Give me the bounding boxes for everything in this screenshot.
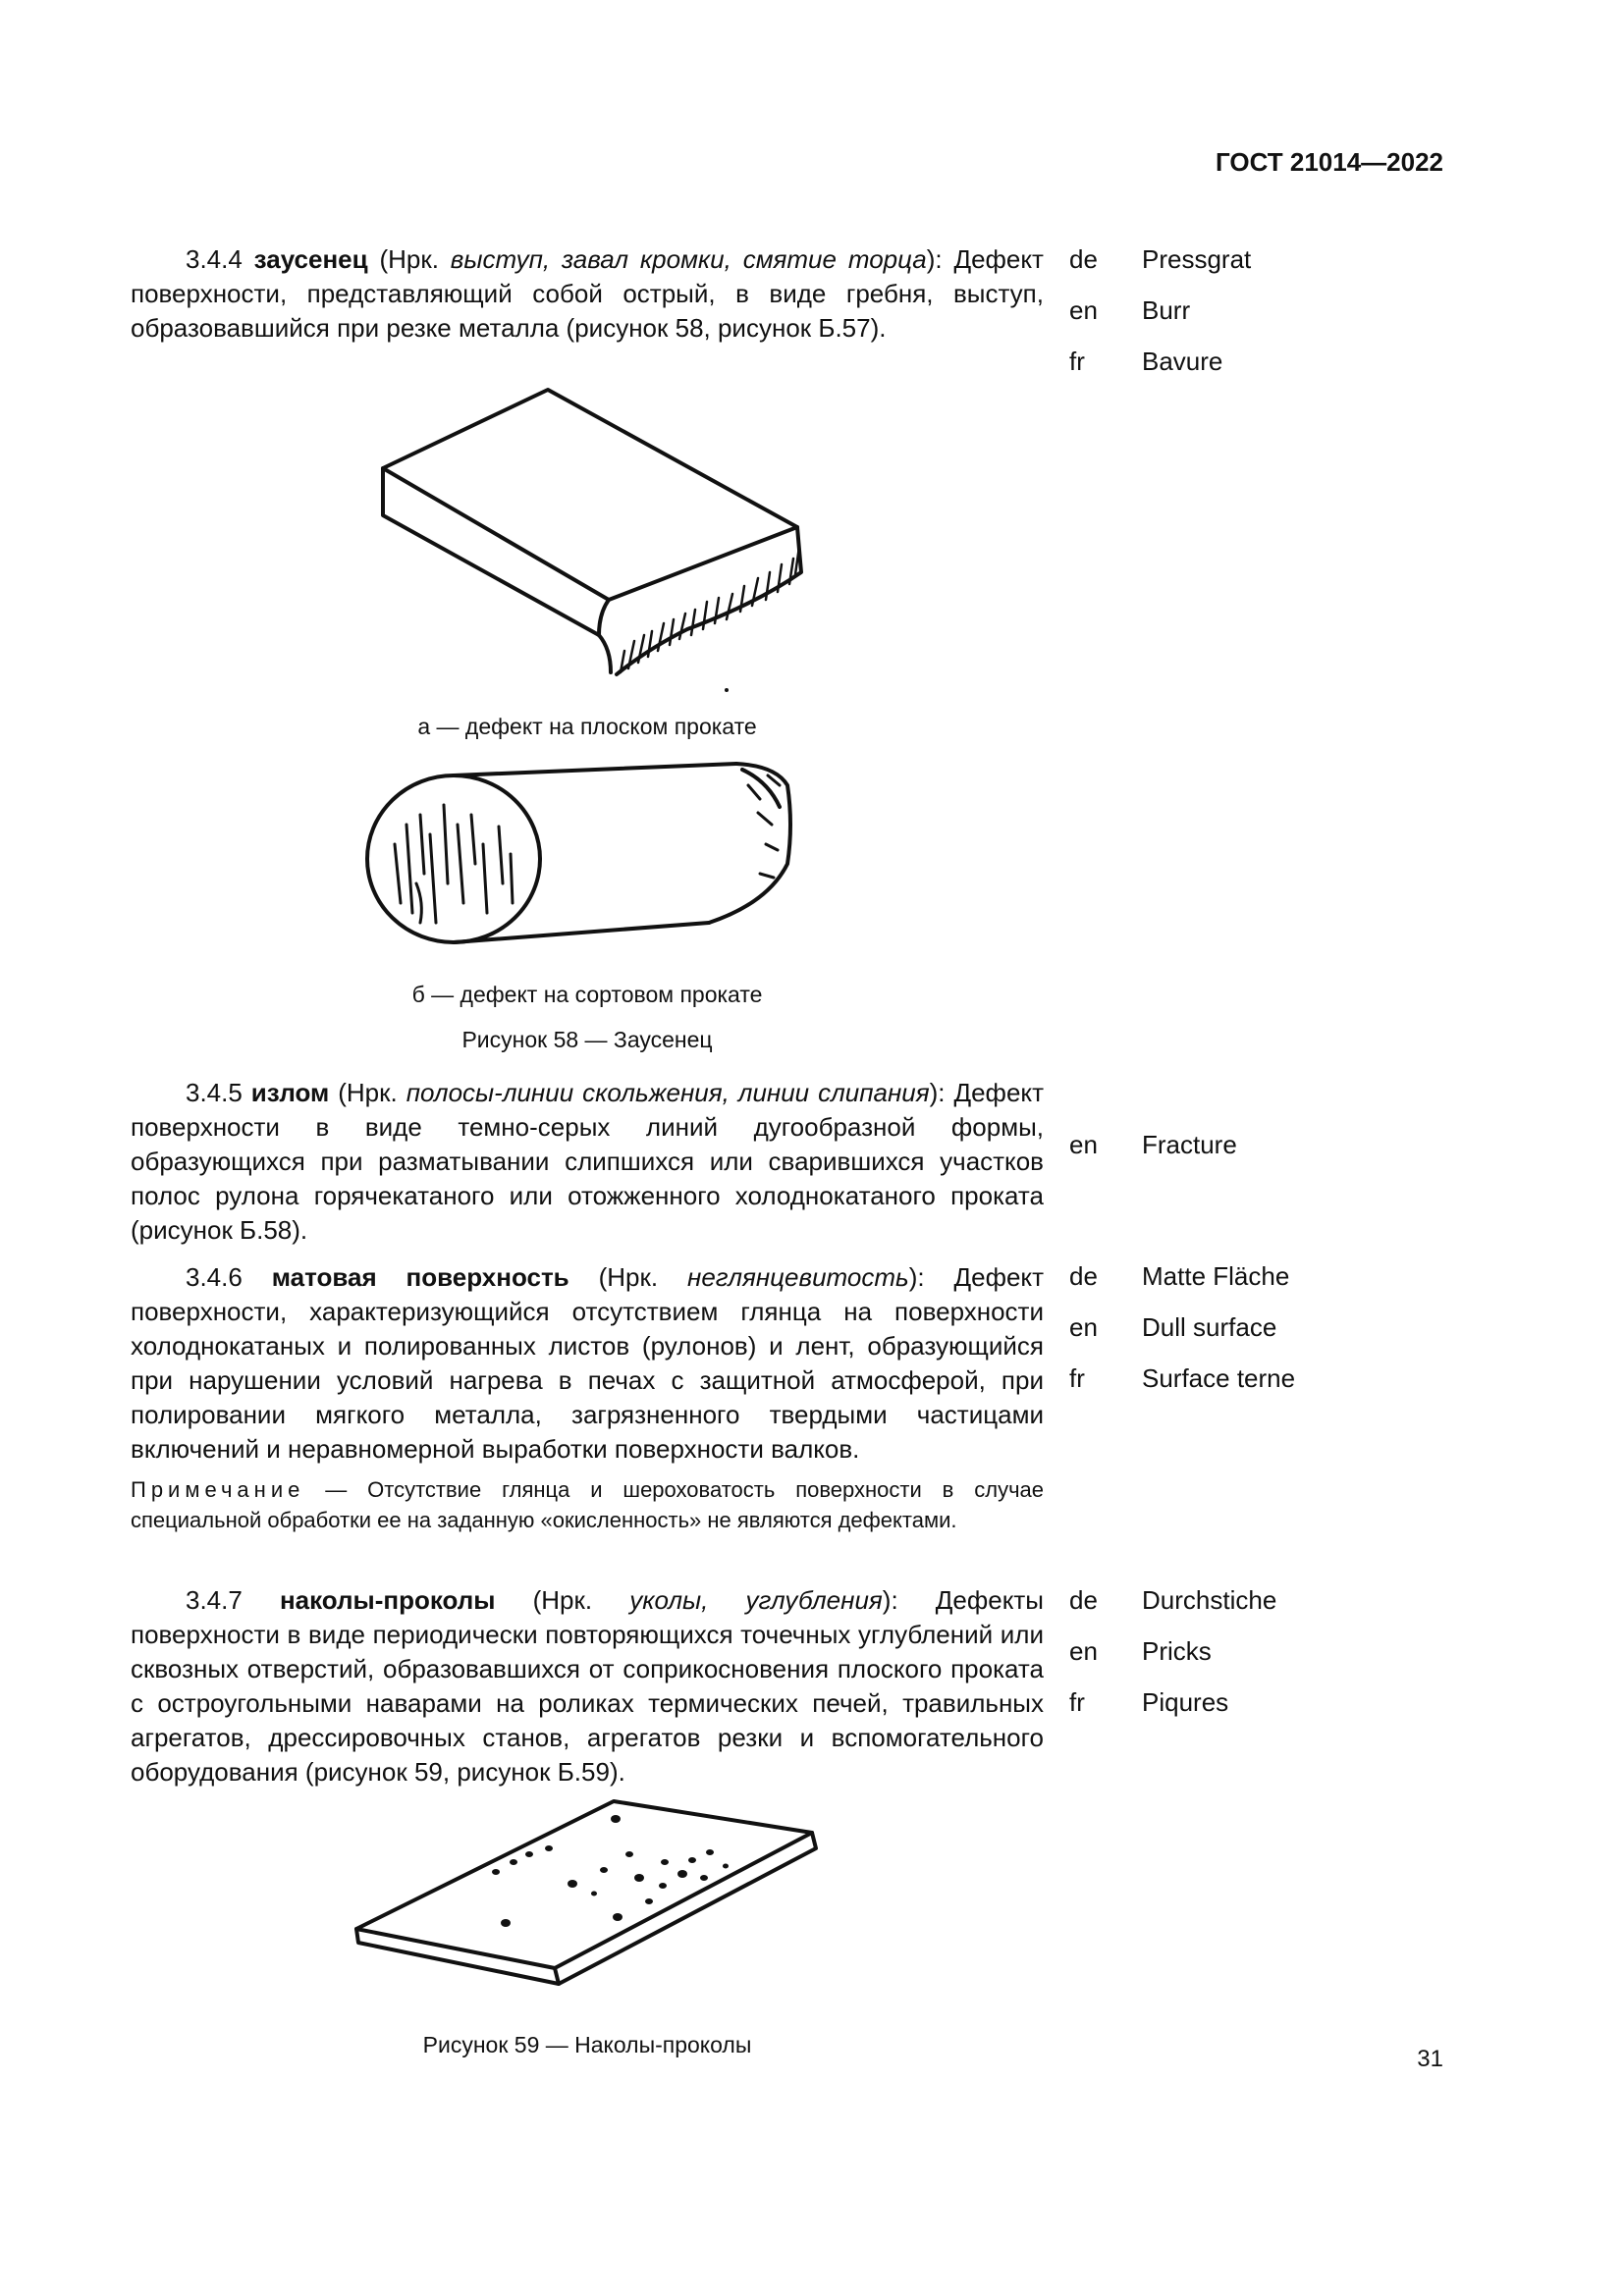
nrk-terms: полосы-линии скольжения, линии слипания bbox=[406, 1078, 930, 1107]
figure-58a-flat-plate-illustration bbox=[363, 378, 815, 702]
lang-code: de bbox=[1069, 244, 1098, 274]
lang-term: Piqures bbox=[1142, 1687, 1229, 1717]
nrk-terms: неглянцевитость bbox=[687, 1262, 909, 1292]
lang-code: fr bbox=[1069, 347, 1085, 376]
note-label: Примечание bbox=[131, 1477, 305, 1502]
lang-term: Bavure bbox=[1142, 347, 1223, 376]
nrk-prefix: (Нрк. bbox=[379, 244, 439, 274]
lang-term: Pricks bbox=[1142, 1636, 1212, 1666]
entry-number: 3.4.5 bbox=[186, 1078, 243, 1107]
entry-number: 3.4.7 bbox=[186, 1585, 243, 1615]
page-number: 31 bbox=[1417, 2046, 1443, 2072]
nrk-suffix: ): bbox=[929, 1078, 946, 1107]
entry-term: матовая поверхность bbox=[271, 1262, 569, 1292]
nrk-prefix: (Нрк. bbox=[338, 1078, 398, 1107]
term-entry-3-4-6 bbox=[131, 1260, 1044, 1467]
document-header: ГОСТ 21014—2022 bbox=[1216, 147, 1443, 177]
nrk-terms: выступ, завал кромки, смятие торца bbox=[450, 244, 927, 274]
term-entry-3-4-5 bbox=[131, 1076, 1044, 1248]
lang-code: fr bbox=[1069, 1363, 1085, 1393]
figure-59-pricked-plate-illustration bbox=[349, 1791, 830, 1998]
entry-number: 3.4.4 bbox=[186, 244, 243, 274]
term-entry-3-4-4 bbox=[131, 242, 1044, 346]
lang-code: de bbox=[1069, 1261, 1098, 1291]
note-block bbox=[131, 1474, 1044, 1535]
lang-code: en bbox=[1069, 295, 1098, 325]
entry-definition: Дефекты поверхности в виде периодически повторяющихся точечных углублений или сквозных отверстий, образовавшихся от соприкосновения плоского проката с остроугольными наварами на роликах термических печей, травильных агрегатов, дрессировочных станов, агрегатов резки и вспомогательного оборудования (рисунок 59, рисунок Б.59). bbox=[131, 1585, 1044, 1787]
lang-term: Durchstiche bbox=[1142, 1585, 1277, 1615]
entry-definition: Дефект поверхности в виде темно-серых линий дугообразной формы, образующихся при разматывании слипшихся или сварившихся участков полос рулона горячекатаного или отожженного холоднокатаного проката (рисунок Б.58). bbox=[131, 1078, 1044, 1245]
lang-code: en bbox=[1069, 1130, 1098, 1159]
figure-58-title: Рисунок 58 — Заусенец bbox=[461, 1027, 713, 1052]
figure-58a-caption: а — дефект на плоском прокате bbox=[417, 714, 757, 739]
lang-term: Dull surface bbox=[1142, 1312, 1277, 1342]
entry-definition: Дефект поверхности, представляющий собой острый, в виде гребня, выступ, образовавшийся при резке металла (рисунок 58, рисунок Б.57). bbox=[131, 244, 1044, 343]
nrk-suffix: ): bbox=[908, 1262, 925, 1292]
lang-term: Fracture bbox=[1142, 1130, 1237, 1159]
nrk-suffix: ): bbox=[926, 244, 943, 274]
entry-term: излом bbox=[250, 1078, 330, 1107]
nrk-suffix: ): bbox=[882, 1585, 898, 1615]
lang-code: fr bbox=[1069, 1687, 1085, 1717]
entry-term: наколы-проколы bbox=[279, 1585, 496, 1615]
lang-term: Pressgrat bbox=[1142, 244, 1252, 274]
note-text: — Отсутствие глянца и шероховатость поверхности в случае специальной обработки ее на заданную «окисленность» не являются дефектами. bbox=[131, 1477, 1044, 1532]
nrk-terms: уколы, углубления bbox=[629, 1585, 883, 1615]
figure-59-title: Рисунок 59 — Наколы-проколы bbox=[422, 2032, 752, 2057]
nrk-prefix: (Нрк. bbox=[598, 1262, 659, 1292]
entry-number: 3.4.6 bbox=[186, 1262, 243, 1292]
lang-code: en bbox=[1069, 1636, 1098, 1666]
lang-code: de bbox=[1069, 1585, 1098, 1615]
lang-term: Surface terne bbox=[1142, 1363, 1296, 1393]
nrk-prefix: (Нрк. bbox=[532, 1585, 593, 1615]
entry-term: заусенец bbox=[253, 244, 368, 274]
figure-58b-caption: б — дефект на сортовом прокате bbox=[411, 982, 763, 1007]
figure-58b-round-bar-illustration bbox=[355, 756, 827, 972]
entry-definition: Дефект поверхности, характеризующийся отсутствием глянца на поверхности холоднокатаных и полированных листов (рулонов) и лент, образующийся при нарушении условий нагрева в печах с защитной атмосферой, при полировании мягкого металла, загрязненного твердыми частицами включений и неравномерной выработки поверхности валков. bbox=[131, 1262, 1044, 1464]
lang-term: Matte Fläche bbox=[1142, 1261, 1290, 1291]
lang-code: en bbox=[1069, 1312, 1098, 1342]
lang-term: Burr bbox=[1142, 295, 1191, 325]
term-entry-3-4-7 bbox=[131, 1583, 1044, 1789]
